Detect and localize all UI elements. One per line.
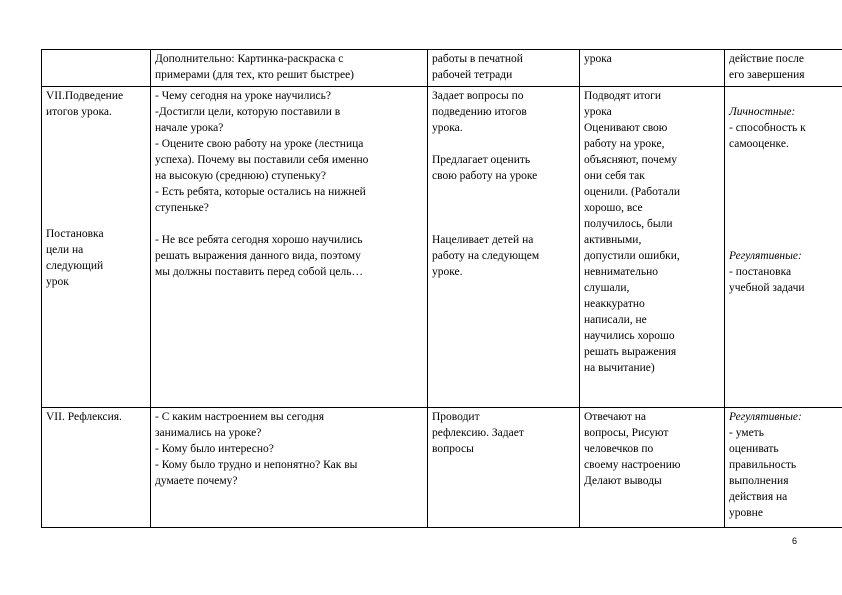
stage-title: следующий	[46, 260, 104, 272]
cell-text-line: хорошо, все	[584, 202, 643, 214]
table-cell-teacher	[151, 87, 428, 408]
cell-text-line: вопросы, Рисуют	[584, 427, 669, 439]
cell-text-line: примерами (для тех, кто решит быстрее)	[155, 69, 354, 81]
table-cell-activity	[428, 50, 580, 87]
cell-text-line: занимались на уроке?	[155, 427, 262, 439]
cell-text-line: получилось, были	[584, 218, 673, 230]
table-cell-stage	[42, 408, 151, 528]
cell-text-line: свою работу на уроке	[432, 170, 538, 182]
cell-text-line: Задает вопросы по	[432, 90, 524, 102]
stage-title: Постановка	[46, 228, 104, 240]
table-cell-uud	[725, 87, 842, 408]
cell-text-line: урока.	[432, 122, 463, 134]
cell-text-line: урока	[584, 53, 612, 65]
cell-text-line: - С каким настроением вы сегодня	[155, 411, 325, 423]
cell-text-line: решать выражения	[584, 346, 677, 358]
cell-text-line: -Достигли цели, которую поставили в	[155, 106, 341, 118]
cell-text-line: действия на	[729, 491, 788, 503]
cell-text-line: ступеньке?	[155, 202, 209, 214]
cell-text-line: рефлексию. Задает	[432, 427, 524, 439]
lesson-plan-table	[41, 49, 842, 528]
cell-text-line: Дополнительно: Картинка-раскраска с	[155, 53, 344, 65]
cell-text-line: активными,	[584, 234, 642, 246]
uud-category-title: Регулятивные:	[729, 411, 802, 423]
cell-text-line: думаете почему?	[155, 475, 238, 487]
cell-text-line: - Кому было трудно и непонятно? Как вы	[155, 459, 358, 471]
stage-title: VII.Подведение	[46, 90, 124, 102]
cell-text-line: своему настроению	[584, 459, 681, 471]
cell-text-line: - Оцените свою работу на уроке (лестница	[155, 138, 364, 150]
cell-text-line: уроке.	[432, 266, 463, 278]
cell-text-line: слушали,	[584, 282, 630, 294]
cell-text-line: научились хорошо	[584, 330, 675, 342]
cell-text-line: допустили ошибки,	[584, 250, 680, 262]
stage-title: цели на	[46, 244, 84, 256]
cell-text-line: работы в печатной	[432, 53, 523, 65]
cell-text-line: оценивать	[729, 443, 779, 455]
table-cell-students	[580, 87, 725, 408]
cell-text-line: Нацеливает детей на	[432, 234, 534, 246]
table-cell-students	[580, 408, 725, 528]
cell-text-line: рабочей тетради	[432, 69, 513, 81]
cell-text-line: - Есть ребята, которые остались на нижней	[155, 186, 366, 198]
table-cell-stage	[42, 50, 151, 87]
cell-text-line: мы должны поставить перед собой цель…	[155, 266, 363, 278]
cell-text-line: - Чему сегодня на уроке научились?	[155, 90, 331, 102]
cell-text-line: учебной задачи	[729, 282, 805, 294]
table-cell-activity	[428, 408, 580, 528]
cell-text-line: начале урока?	[155, 122, 224, 134]
cell-text-line: выполнения	[729, 475, 789, 487]
table-row	[42, 50, 842, 87]
table-cell-teacher	[151, 408, 428, 528]
cell-text-line: Делают выводы	[584, 475, 662, 487]
stage-title: VII. Рефлексия.	[46, 411, 122, 423]
stage-title: итогов урока.	[46, 106, 112, 118]
table-cell-uud	[725, 408, 842, 528]
cell-text-line: - постановка	[729, 266, 792, 278]
cell-text-line: Предлагает оценить	[432, 154, 531, 166]
cell-text-line: они себя так	[584, 170, 645, 182]
table-cell-activity	[428, 87, 580, 408]
cell-text-line: вопросы	[432, 443, 474, 455]
cell-text-line: его завершения	[729, 69, 805, 81]
cell-text-line: действие после	[729, 53, 804, 65]
cell-text-line: объясняют, почему	[584, 154, 677, 166]
table-row	[42, 408, 842, 528]
uud-category-title: Регулятивные:	[729, 250, 802, 262]
table-cell-students	[580, 50, 725, 87]
cell-text-line: невнимательно	[584, 266, 659, 278]
cell-text-line: написали, не	[584, 314, 647, 326]
cell-text-line: самооценке.	[729, 138, 789, 150]
cell-text-line: - Не все ребята сегодня хорошо научились	[155, 234, 363, 246]
cell-text-line: на высокую (среднюю) ступеньку?	[155, 170, 326, 182]
cell-text-line: успеха). Почему вы поставили себя именно	[155, 154, 369, 166]
cell-text-line: работу на уроке,	[584, 138, 665, 150]
cell-text-line: урока	[584, 106, 612, 118]
cell-text-line: работу на следующем	[432, 250, 540, 262]
cell-text-line: - уметь	[729, 427, 764, 439]
table-cell-uud	[725, 50, 842, 87]
cell-text-line: Оценивают свою	[584, 122, 668, 134]
cell-text-line: Проводит	[432, 411, 480, 423]
cell-text-line: уровне	[729, 507, 763, 519]
cell-text-line: - способность к	[729, 122, 806, 134]
cell-text-line: Отвечают на	[584, 411, 646, 423]
cell-text-line: правильность	[729, 459, 797, 471]
cell-text-line: на вычитание)	[584, 362, 655, 374]
cell-text-line: Подводят итоги	[584, 90, 662, 102]
cell-text-line: оценили. (Работали	[584, 186, 681, 198]
cell-text-line: подведению итогов	[432, 106, 527, 118]
cell-text-line: - Кому было интересно?	[155, 443, 274, 455]
stage-title: урок	[46, 276, 69, 288]
table-cell-stage	[42, 87, 151, 408]
cell-text-line: человечков по	[584, 443, 654, 455]
cell-text-line: неаккуратно	[584, 298, 645, 310]
table-row	[42, 87, 842, 408]
uud-category-title: Личностные:	[729, 106, 796, 118]
page-number: 6	[792, 536, 798, 546]
cell-text-line: решать выражения данного вида, поэтому	[155, 250, 361, 262]
table-cell-teacher	[151, 50, 428, 87]
